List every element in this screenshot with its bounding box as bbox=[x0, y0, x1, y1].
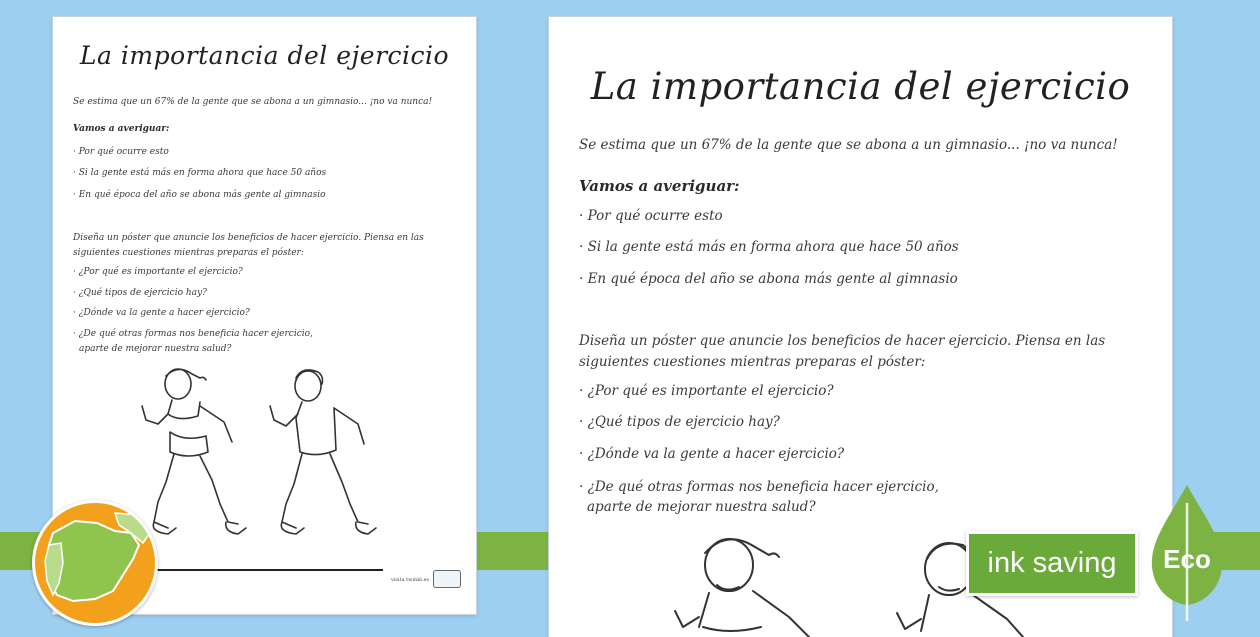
investigate-item: · En qué época del año se abona más gente al gimnasio bbox=[579, 271, 958, 287]
task-text: siguientes cuestiones mientras preparas el póster: bbox=[73, 248, 304, 258]
question-item: · ¿Dónde va la gente a hacer ejercicio? bbox=[73, 308, 250, 318]
intro-text: Se estima que un 67% de la gente que se abona a un gimnasio... ¡no va nunca! bbox=[73, 97, 433, 107]
runners-illustration bbox=[128, 362, 388, 562]
footer-url: visita twinkl.es bbox=[391, 577, 430, 583]
investigate-item: · Por qué ocurre esto bbox=[579, 208, 723, 224]
investigate-item: · Si la gente está más en forma ahora que hace 50 años bbox=[73, 168, 327, 178]
twinkl-logo-icon bbox=[433, 570, 461, 588]
question-item: · ¿De qué otras formas nos beneficia hacer ejercicio, bbox=[73, 329, 313, 339]
question-item: · ¿Qué tipos de ejercicio hay? bbox=[579, 414, 780, 430]
investigate-heading: Vamos a averiguar: bbox=[579, 177, 740, 195]
question-continuation: aparte de mejorar nuestra salud? bbox=[79, 344, 232, 354]
question-item: · ¿Por qué es importante el ejercicio? bbox=[579, 383, 834, 399]
question-item: · ¿Qué tipos de ejercicio hay? bbox=[73, 288, 207, 298]
question-continuation: aparte de mejorar nuestra salud? bbox=[587, 499, 816, 515]
question-item: · ¿De qué otras formas nos beneficia hacer ejercicio, bbox=[579, 479, 939, 495]
task-text: siguientes cuestiones mientras preparas el póster: bbox=[579, 354, 926, 370]
task-text: Diseña un póster que anuncie los beneficios de hacer ejercicio. Piensa en las bbox=[73, 233, 424, 243]
investigate-item: · En qué época del año se abona más gente al gimnasio bbox=[73, 190, 326, 200]
worksheet-title: La importancia del ejercicio bbox=[79, 41, 450, 70]
question-item: · ¿Dónde va la gente a hacer ejercicio? bbox=[579, 446, 845, 462]
intro-text: Se estima que un 67% de la gente que se abona a un gimnasio... ¡no va nunca! bbox=[579, 137, 1118, 153]
worksheet-title: La importancia del ejercicio bbox=[590, 65, 1131, 108]
investigate-item: · Si la gente está más en forma ahora que hace 50 años bbox=[579, 239, 959, 255]
spain-map-badge bbox=[32, 500, 158, 626]
task-text: Diseña un póster que anuncie los beneficios de hacer ejercicio. Piensa en las bbox=[579, 333, 1106, 349]
ink-saving-badge bbox=[966, 531, 1138, 596]
ink-saving-label: ink saving bbox=[987, 547, 1117, 579]
investigate-heading: Vamos a averiguar: bbox=[73, 124, 170, 134]
question-item: · ¿Por qué es importante el ejercicio? bbox=[73, 267, 243, 277]
investigate-item: · Por qué ocurre esto bbox=[73, 147, 169, 157]
eco-label: Eco bbox=[1163, 544, 1211, 574]
spain-map-icon bbox=[35, 503, 155, 623]
